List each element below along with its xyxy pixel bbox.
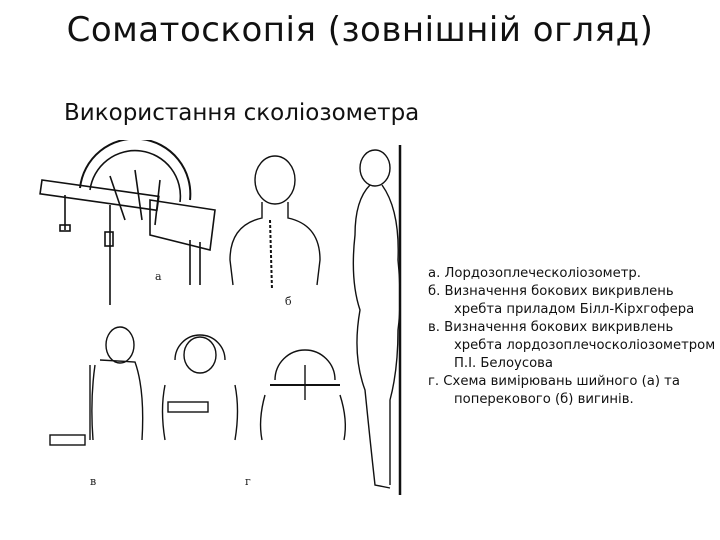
- back-with-spine-icon: [230, 156, 320, 290]
- caption-item-b: б. Визначення бокових викривлень хребта приладом Білл-Кірхгофера: [428, 284, 695, 317]
- back-measurement-2-icon: [261, 350, 346, 440]
- scoliosometer-illustration: [30, 140, 430, 540]
- back-measurement-1-icon: [163, 335, 238, 440]
- caption-item-c: в. Визначення бокових викривлень хребта лордозоплечосколіозометром П.І. Белоусова: [428, 320, 716, 371]
- figure-label-b: б: [285, 295, 292, 308]
- figure-label-a: а: [155, 270, 162, 283]
- caption-block: [428, 265, 718, 409]
- caption-item-d: г. Схема вимірювань шийного (а) та поперекового (б) вигинів.: [428, 374, 680, 407]
- scoliosometer-device-icon: [40, 140, 215, 305]
- head-measurement-icon: [50, 327, 143, 445]
- caption-item-a: а. Лордозоплеческоліозометр.: [428, 266, 641, 281]
- standing-profile-icon: [353, 145, 400, 495]
- slide-title: Соматоскопія (зовнішній огляд): [66, 10, 654, 50]
- figure-label-d: г: [245, 475, 251, 488]
- figure-label-c: в: [90, 475, 97, 488]
- slide-subtitle: Використання сколіозометра: [64, 100, 420, 126]
